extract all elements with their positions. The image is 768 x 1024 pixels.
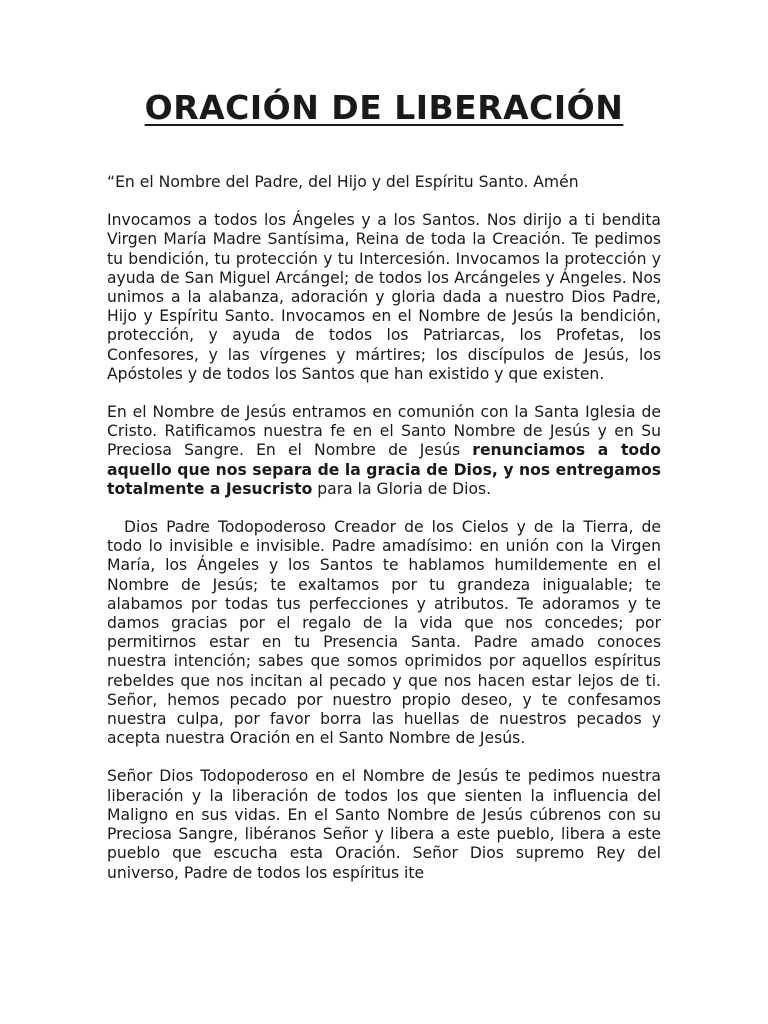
paragraph-liberation: Señor Dios Todopoderoso en el Nombre de Jesús te pedimos nuestra liberación y la liberación de todos los que sienten la influencia del Maligno en sus vidas. En el Santo Nombre de Jesús cúbrenos con su Preciosa Sangre, libéranos Señor y libera a este pueblo, libera a este pueblo que escucha esta Oración. Señor Dios supremo Rey del universo, Padre de todos los espíritus ite [107, 767, 661, 882]
paragraph-communion-start: En el Nombre de Jesús entramos en comunión con la Santa Iglesia de Cristo. Ratificamos nuestra fe en el Santo Nombre de Jesús y en Su Preciosa Sangre. En el Nombre de Jesús [107, 403, 661, 460]
paragraph-communion-bold: renunciamos a todo aquello que nos separa de la gracia de Dios, y nos entregamos totalmente a Jesucristo [107, 441, 661, 498]
document-body [107, 173, 661, 902]
page-title: ORACIÓN DE LIBERACIÓN [144, 88, 624, 127]
paragraph-communion-end: para la Gloria de Dios. [312, 479, 492, 498]
paragraph-invocation: Invocamos a todos los Ángeles y a los Santos. Nos dirijo a ti bendita Virgen María Madre Santísima, Reina de toda la Creación. Te pedimos tu bendición, tu protección y tu Intercesión. Invocamos la protección y ayuda de San Miguel Arcángel; de todos los Arcángeles y Ángeles. Nos unimos a la alabanza, adoración y gloria dada a nuestro Dios Padre, Hijo y Espíritu Santo. Invocamos en el Nombre de Jesús la bendición, protección, y ayuda de todos los Patriarcas, los Profetas, los Confesores, y las vírgenes y mártires; los discípulos de Jesús, los Apóstoles y de todos los Santos que han existido y que existen. [107, 211, 661, 383]
paragraph-communion [107, 403, 661, 499]
paragraph-opening: “En el Nombre del Padre, del Hijo y del Espíritu Santo. Amén [107, 173, 579, 191]
paragraph-prayer-father: Dios Padre Todopoderoso Creador de los Cielos y de la Tierra, de todo lo invisible e invisible. Padre amadísimo: en unión con la Virgen María, los Ángeles y los Santos te hablamos humildemente en el Nombre de Jesús; te exaltamos por tu grandeza inigualable; te alabamos por todas tus perfecciones y atributos. Te adoramos y te damos gracias por el regalo de la vida que nos concedes; por permitirnos estar en tu Presencia Santa. Padre amado conoces nuestra intención; sabes que somos oprimidos por aquellos espíritus rebeldes que nos incitan al pecado y que nos hacen estar lejos de ti. Señor, hemos pecado por nuestro propio deseo, y te confesamos nuestra culpa, por favor borra las huellas de nuestros pecados y acepta nuestra Oración en el Santo Nombre de Jesús. [107, 518, 661, 748]
